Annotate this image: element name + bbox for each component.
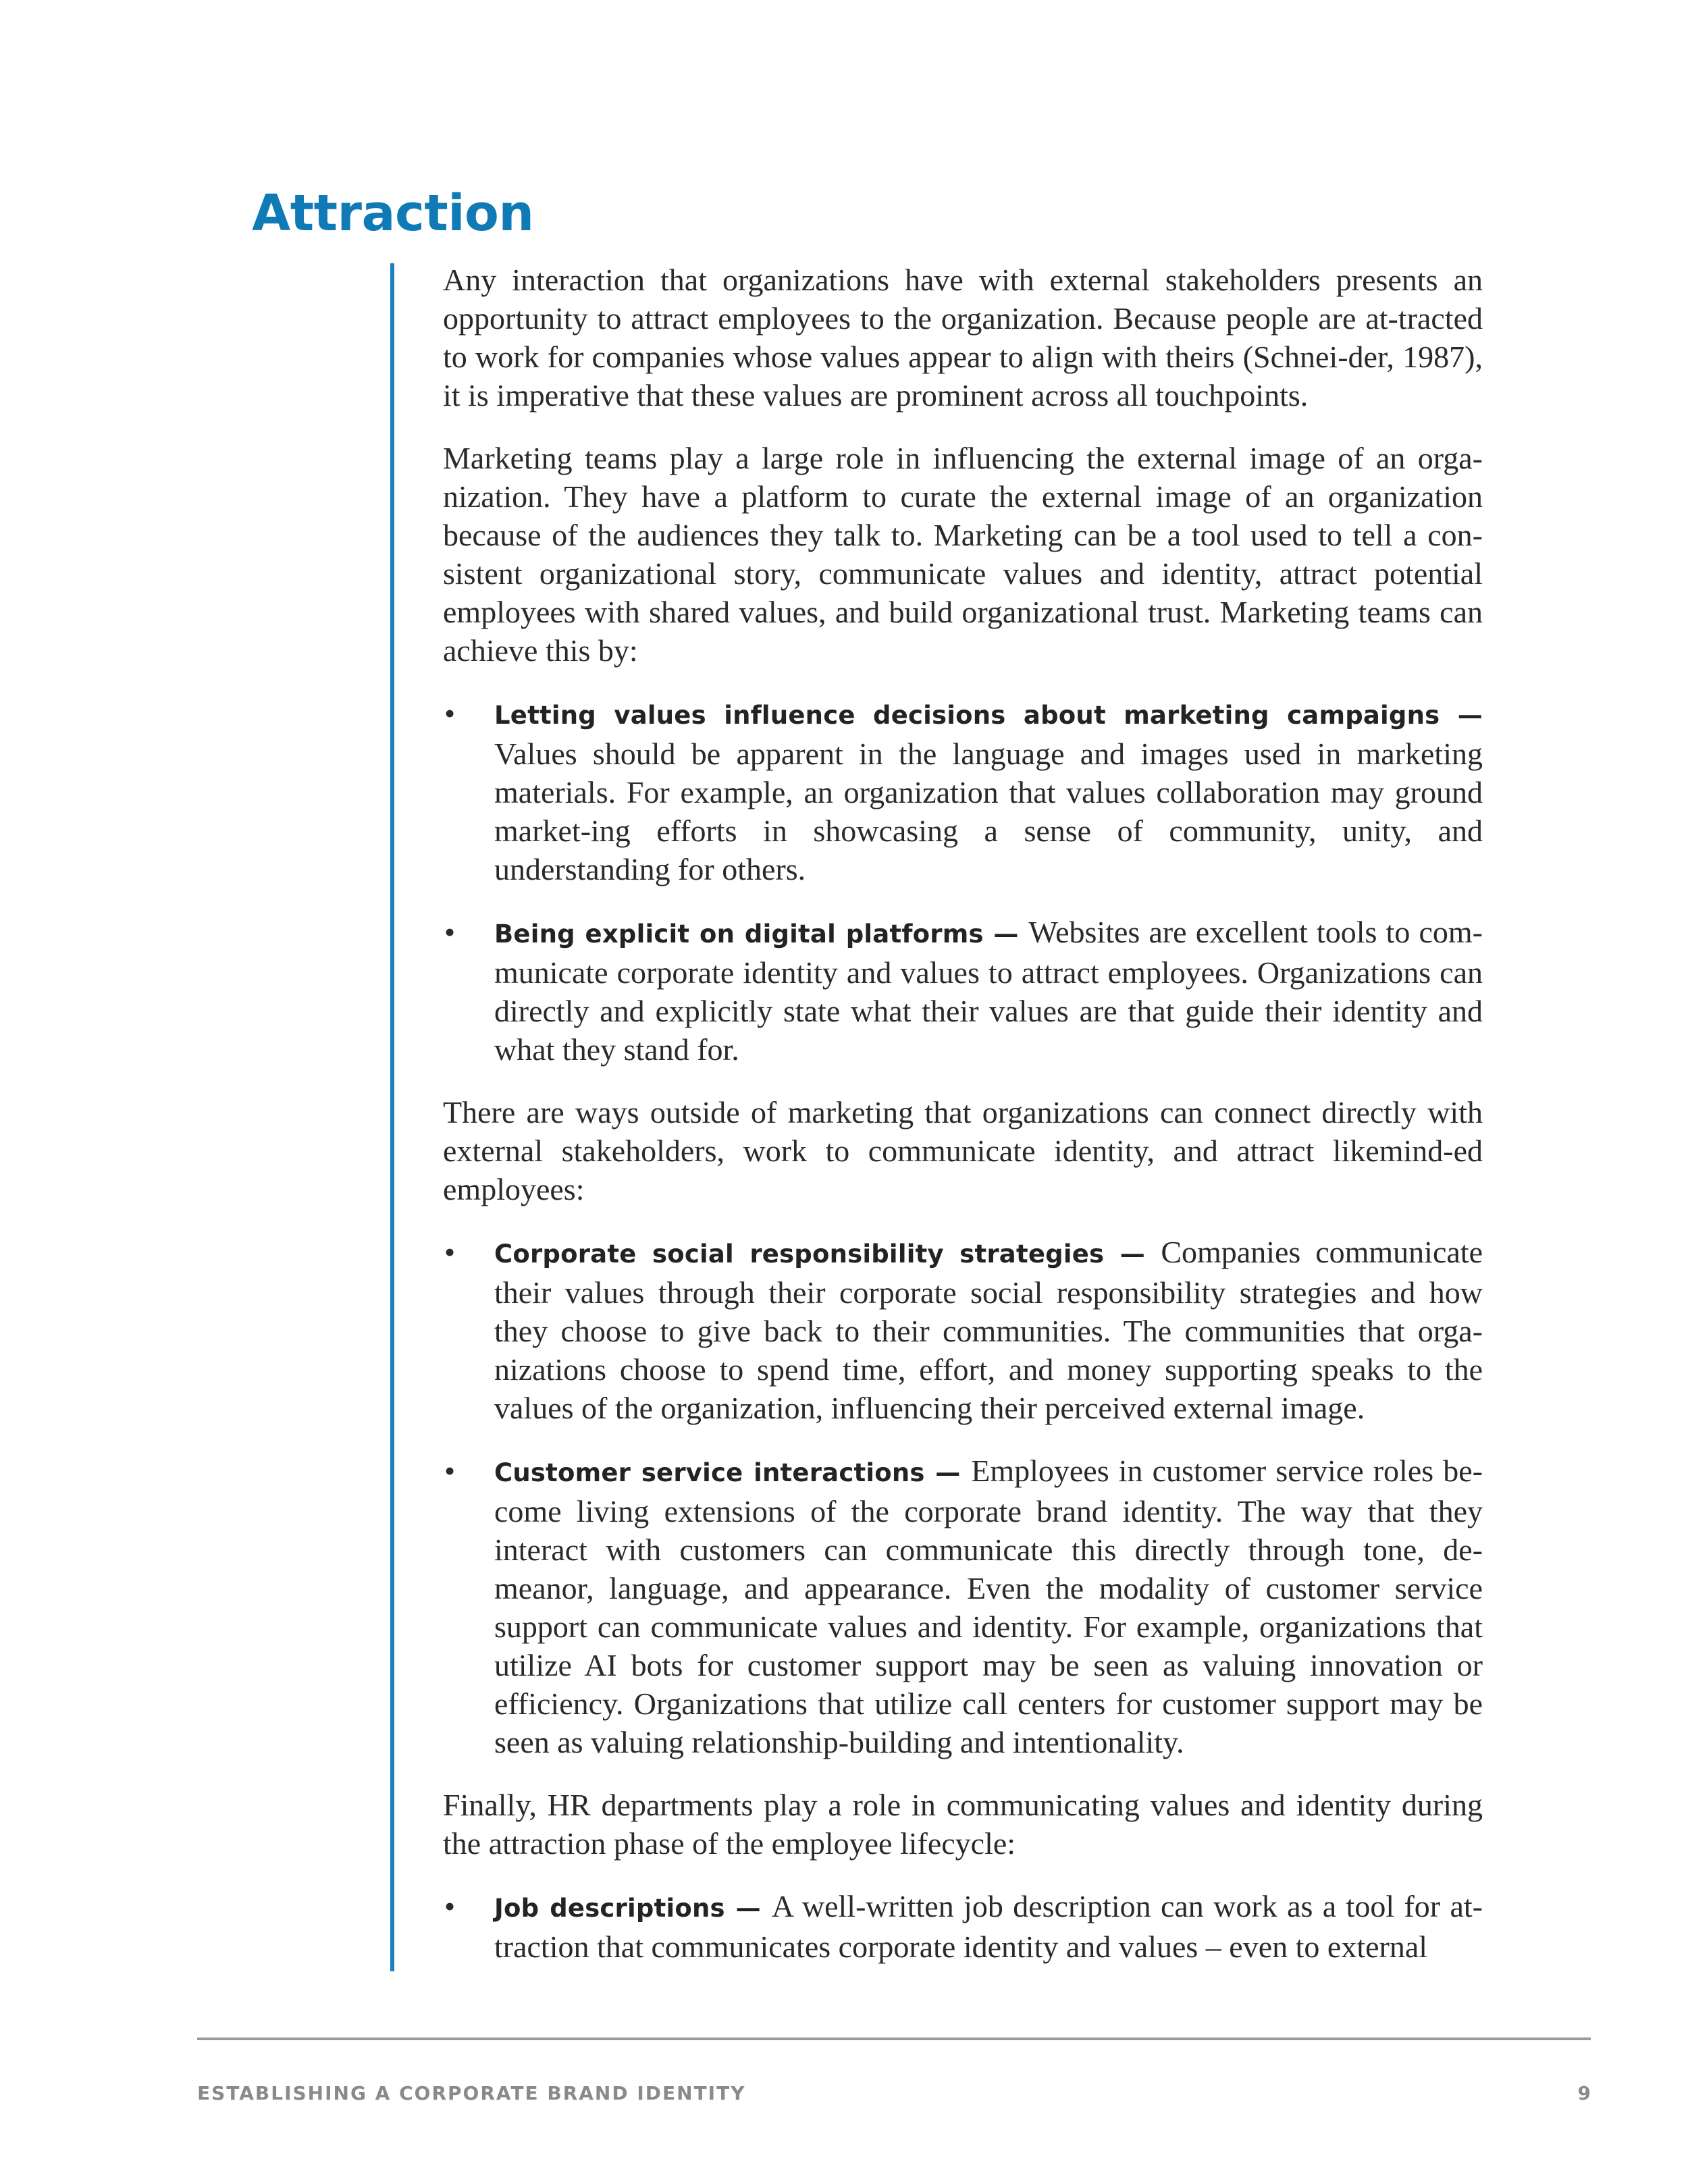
accent-bar	[390, 263, 394, 1971]
intro-paragraph: Any interaction that organizations have with external stakeholders presents an opportunity to attract employees to the organization. Because people are at-tracted to work for companies whose values appear to align with theirs (Schnei-der, 1987), it is imperative that these values are prominent across all touchpoints.	[443, 263, 1483, 412]
bullet-term: Corporate social responsibility strategies —	[494, 1240, 1161, 1269]
list-item	[443, 913, 1483, 1069]
bullet-icon: •	[444, 1889, 456, 1923]
bullet-text: Companies communicate their values through their corporate social responsibility strategies and how they choose to give back to their communities. The communities that orga-nizations choose to spend time, effort, and money supporting speaks to the values of the organization, influencing their perceived external image.	[494, 1235, 1483, 1425]
list-item	[443, 694, 1483, 888]
page-title: Attraction	[252, 184, 534, 242]
bullet-icon: •	[444, 1454, 456, 1488]
outside-bullet-list	[443, 1233, 1483, 1761]
bullet-text: Websites are excellent tools to com-municate corporate identity and values to attract employees. Organizations can directly and explicitly state what their values are that guide their identity and what they stand for.	[494, 915, 1483, 1067]
hr-paragraph: Finally, HR departments play a role in communicating values and identity during the attraction phase of the employee lifecycle:	[443, 1788, 1483, 1861]
bullet-icon: •	[444, 696, 456, 730]
body-column	[443, 261, 1483, 1990]
footer-divider	[197, 2037, 1591, 2040]
bullet-icon: •	[444, 1235, 456, 1269]
bullet-term: Letting values influence decisions about marketing campaigns —	[494, 701, 1483, 730]
list-item	[443, 1451, 1483, 1761]
bullet-text: Employees in customer service roles be-come living extensions of the corporate brand identity. The way that they interact with customers can communicate this directly through tone, de-meanor, language, and appearance. Even the modality of customer service support can communicate values and identity. For example, organizations that utilize AI bots for customer support may be seen as valuing innovation or efficiency. Organizations that utilize call centers for customer support may be seen as valuing relationship-building and intentionality.	[494, 1454, 1483, 1759]
bullet-text: Values should be apparent in the language and images used in marketing materials. For example, an organization that values collaboration may ground market-ing efforts in showcasing a sense of community, unity, and understanding for others.	[494, 737, 1483, 886]
bullet-term: Customer service interactions —	[494, 1458, 972, 1487]
list-item	[443, 1887, 1483, 1966]
outside-marketing-paragraph: There are ways outside of marketing that organizations can connect directly with external stakeholders, work to communicate identity, and attract likemind-ed employees:	[443, 1095, 1483, 1206]
bullet-icon: •	[444, 915, 456, 949]
marketing-bullet-list	[443, 694, 1483, 1069]
bullet-term: Job descriptions —	[494, 1894, 772, 1923]
marketing-paragraph: Marketing teams play a large role in influencing the external image of an orga-nization. They have a platform to curate the external image of an organization because of the audiences they talk to. Marketing can be a tool used to tell a con-sistent organizational story, communicate values and identity, attract potential employees with shared values, and build organizational trust. Marketing teams can achieve this by:	[443, 441, 1483, 668]
hr-bullet-list	[443, 1887, 1483, 1966]
list-item	[443, 1233, 1483, 1427]
bullet-text: A well-written job description can work as a tool for at-traction that communicates corporate identity and values – even to external	[494, 1889, 1483, 1964]
bullet-term: Being explicit on digital platforms —	[494, 920, 1029, 949]
page-number: 9	[1577, 2082, 1591, 2104]
footer-title: ESTABLISHING A CORPORATE BRAND IDENTITY	[197, 2082, 746, 2104]
